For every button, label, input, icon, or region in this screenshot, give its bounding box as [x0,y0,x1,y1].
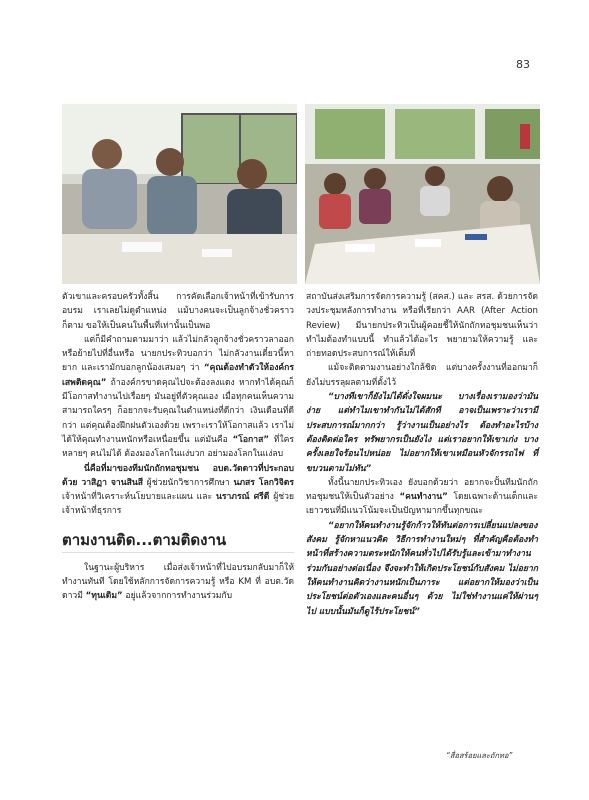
left-p2-text-e: ที่ใครหลายๆ คนไม่ได้ ต้องมองโลกในแง่บวก อย่ามองโลกในแง่ลบ [62,434,294,460]
right-p3-text-a: ทั้งนี้นายกประทิวเอง ยังบอกด้วยว่า อยากจะปั้นทีมนักถักทอชุมชนให้เป็นตัวอย่าง [306,477,538,503]
meeting-photo-left-image [62,104,297,284]
left-p2-quote-opportunity: “โอกาส” [232,434,269,445]
right-paragraph-2: แม้จะติดตามงานอย่างใกล้ชิด แต่บางครั้งงานที่ออกมาก็ยังไม่บรรลุผลตามที่ตั้งไว้ [306,363,538,388]
right-paragraph-3 [306,476,538,519]
meeting-photo-right-image [305,104,540,284]
left-p3-text-d: เจ้าหน้าที่วิเคราะห์นโยบายและแผน และ [62,492,216,503]
left-p2-quote-addiction: “คุณต้องทำตัวให้องค์กรเสพติดคุณ” [62,363,294,388]
page-number: 83 [516,58,530,71]
right-p3-quote-worker: “คนทำงาน” [399,492,448,503]
left-p2-text-c: ถ้าองค์กรขาดคุณไปจะต้องลงแดง หากทำได้คุณก็มีโอกาสทำงานไปเรื่อยๆ มันอยู่ที่ตัวคุณเอง เมื่อทุกคนเห็นความสามารถใครๆ ก็อยากจะรับคุณในตำแหน่งที่ดีกว่า เงินเดือนที่ดีกว่า แต่คุณต้องฝึกฝนตัวเองด้วย เพราะเราให้โอกาสแล้ว เราไม่ได้ให้คุณทำงานหนักหรือเหนื่อยขึ้น แต่มันคือ [62,377,294,445]
left-text-column [62,290,294,604]
left-paragraph-3 [62,462,294,519]
section-heading: ตามงานติด...ตามติดงาน [62,530,294,553]
left-paragraph-1: ตัวเขาและครอบครัวทั้งสิ้น การคัดเลือกเจ้าหน้าที่เข้ารับการอบรม เราเลยไม่ดูตำแหน่ง แม้บางคนจะเป็นลูกจ้างชั่วคราวก็ตาม ขอให้เป็นคนในพื้นที่เท่านั้นเป็นพอ [62,292,294,331]
left-p3-name-3: นราภรณ์ ศรีดี [215,492,270,503]
left-paragraph-4 [62,561,294,604]
right-quote-1: “บางทีเขาก็ยังไม่ได้ดั่งใจผมนะ บางเรื่องเรามองว่ามันง่าย แต่ทำไมเขาทำกันไม่ได้สักที อาจเป็นเพราะว่าเรามีประสบการณ์มากกว่า รู้ว่างานเป็นอย่างไร ต้องทำอะไรบ้าง ต้องติดต่อใคร ทรัพยากรเป็นยังไง แต่เราอยากให้เขาเก่ง บางครั้งเลยใจร้อนไปหน่อย ไม่อยากให้เขาเหมือนหัวจักรรถไฟ ที่ขบวนตามไม่ทัน” [306,392,538,474]
right-p3-text-c: โดยเฉพาะด้านเด็กและเยาวชนที่มีแนวโน้มจะเป็นปัญหามากขึ้นทุกขณะ [306,492,538,517]
right-quote-2: “อยากให้คนทำงานรู้จักก้าวให้ทันต่อการเปลี่ยนแปลงของสังคม รู้จักหาแนวคิด วิธีการทำงานใหม่ๆ ที่สำคัญคือต้องทำหน้าที่สร้างความตระหนักให้คนทั่วไปได้รับรู้และเข้ามาทำงานร่วมกันอย่างต่อเนื่อง จึงจะทำให้เกิดประโยชน์กับสังคม ไม่อยากให้คนทำงานคิดว่างานหนักเป็นภาระ แต่อยากให้มองว่าเป็นประโยชน์ต่อตัวเองและคนอื่นๆ ด้วย ไม่ใช่ทำงานแค่ให้ผ่านๆ ไป แบบนั้นมันก็ดูไร้ประโยชน์” [306,520,538,617]
left-p4-text-c: อยู่แล้วจากการทำงานร่วมกับ [122,591,233,602]
left-paragraph-2 [62,333,294,462]
signoff: “สื่อสร้อยและถักทอ” [446,751,513,760]
left-p2-text-a: แต่ก็มีคำถามตามมาว่า แล้วไม่กลัวลูกจ้างชั่วคราวลาออกหรือย้ายไปที่อื่นหรือ นายกประทิวบอกว่า ไม่กลัวงานเดี๋ยวนี้หายาก และเรามักบอกลูกน้องเสมอๆ ว่า [62,334,294,374]
left-p3-team-intro: นี่คือที่มาของทีมนักถักทอชุมชน อบต.วัดดาวที่ประกอบด้วย วาสิฏา จานสินสี [62,463,294,488]
left-p3-name-2: นภสร โลกวิจิตร [233,477,294,488]
meeting-photo-right [305,104,540,284]
meeting-photo-left [62,104,297,284]
left-p4-quote-capital: “ทุนเดิม” [85,591,123,602]
right-text-column [306,290,538,619]
left-p4-text-a: ในฐานะผู้บริหาร เมื่อส่งเจ้าหน้าที่ไปอบรมกลับมาก็ให้ทำงานทันที โดยใช้หลักการจัดการความรู้ หรือ KM ที่ อบต.วัดดาวมี [62,562,294,602]
left-p3-text-b: ผู้ช่วยนักวิชาการศึกษา [142,477,234,488]
left-p3-text-f: ผู้ช่วยเจ้าหน้าที่ธุรการ [62,492,294,517]
right-paragraph-1: สถาบันส่งเสริมการจัดการความรู้ (สคส.) และ สรส. ด้วยการจัดวงประชุมหลังการทำงาน หรือที่เรียกว่า AAR (After Action Review) มีนายกประทิวเป็นผู้คอยชี้ให้นักถักทอชุมชนเห็นว่า ทำไมต้องทำแบบนี้ ทำแล้วได้อะไร พยายามให้ความรู้ และถ่ายทอดประสบการณ์ให้เต็มที่ [306,292,538,360]
